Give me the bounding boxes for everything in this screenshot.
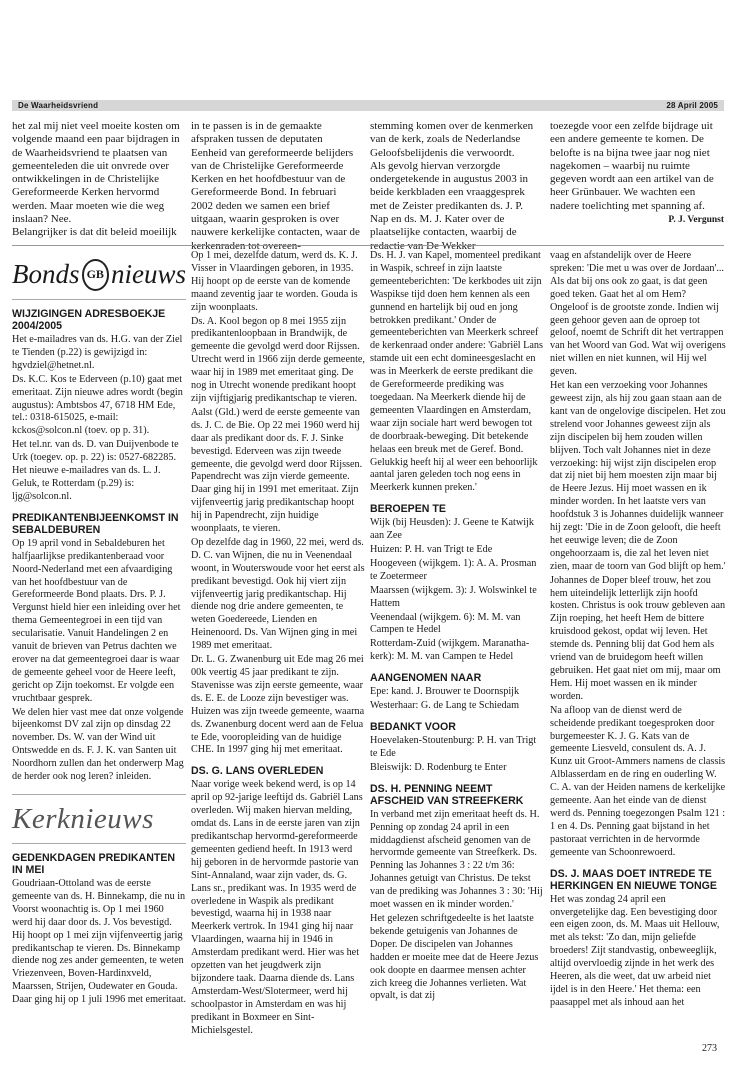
column-1 [12, 250, 186, 1052]
author-signature: P. J. Vergunst [668, 215, 724, 226]
paragraph: Wijk (bij Heusden): J. Geene te Katwijk aan Zee [370, 517, 534, 542]
paragraph: Hoogeveen (wijkgem. 1): A. A. Prosman te Zoetermeer [370, 557, 537, 582]
heading: GEDENKDAGEN PREDIKANTEN IN MEI [12, 852, 176, 876]
heading: DS. G. LANS OVERLEDEN [191, 765, 324, 778]
masthead-word-1: Bonds [12, 259, 80, 290]
top-paragraph: in te passen is in de gemaakte afspraken tussen de deputaten Eenheid van gereformeerde belijders van de Christelijke Gereformeerde Kerken en het hoofdbestuur van de Gereformeerde Bond. In februari 2002 deden we samen een brief uitgaan, waarin gesproken is over nauwere kerkelijke contacten, waar de [191, 120, 360, 239]
column-4 [550, 250, 726, 1052]
top-paragraph: stemming komen over de kenmerken van de kerk, zoals de Nederlandse Geloofsbelijdenis die verwoordt. [370, 120, 534, 159]
masthead-word-2: nieuws [110, 259, 186, 290]
heading: DS. H. PENNING NEEMT AFSCHEID VAN STREEFKERK [370, 782, 524, 807]
paragraph: Ds. A. Kool begon op 8 mei 1955 zijn predikantenloopbaan in Brandwijk, de gemeente die gevolgd werd door Rijssen. Utrecht werd in 1966 zijn derde gemeente, waar hij in 1989 met emeritaat ging. De nog in Utrecht wonende predikant hoopt zijn vijftigjarig predikantschap te vieren. [191, 315, 365, 404]
paragraph: Het kan een verzoeking voor Johannes geweest zijn, als hij zou gaan staan aan de kant van de ongelovige discipelen. Het zou strelend voor Johannes geweest zijn als zijn discipelen bij hem zouden willen blijven. Toch valt Johannes niet in deze verzoeking: hij wijst zijn discipelen erop dat zij niet bij hem moesten zijn maar bij de Heere Jezus. Hij moet wassen en ik minder worden. In het laatste vers van hoofdstuk 3 is Johannes duidelijk wanneer hij zegt: 'Die in de Zoon gelooft, die heeft het eeuwige leven; die de Zoon ongehoorzaam is, die zal het leven niet zien, maar de toorn van God blijft op hem.' [550, 380, 726, 572]
heading: WIJZIGINGEN ADRESBOEKJE 2004/2005 [12, 308, 166, 332]
issue-date: 28 April 2005 [666, 101, 718, 110]
top-column-2 [191, 120, 361, 242]
paragraph: Op 19 april vond in Sebaldeburen het halfjaarlijkse predikantenberaad voor Noord-Nederland met een afvaardiging van het hoofdbestuur van de Gereformeerde Bond plaats. Drs. P. J. Vergunst hield hier een inleiding over het thema Gemeentegroei in een tijd van secularisatie. Vanuit Handelingen 2 en vanuit de brieven van Petrus dachten we erover na dat gemeentegroei daar is waar de gemeente geheel voor de Heere leeft, gericht op Zijn toekomst. Er volgde een vruchtbaar gesprek. [12, 537, 181, 704]
paragraph: Goudriaan-Ottoland was de eerste gemeente van ds. H. Binnekamp, die nu in Voorst woonachtig is. Op 1 mei 1960 werd hij daar door ds. J. Vos bevestigd. Hij hoopt op 1 mei zijn vijfenveertig jarig predikantschap te vieren. Ds. Binnekamp diende nog zes ander gemeenten, te weten Vriezenveen, Boven-Hardinxveld, Maarssen, Strijen, Oudewater en Gouda. Daar ging hij op 1 juli 1996 met emeritaat. [12, 878, 186, 1006]
section-divider [12, 245, 724, 246]
heading: BEDANKT VOOR [370, 721, 456, 733]
paragraph: Naar vorige week bekend werd, is op 14 april op 92-jarige leeftijd ds. Gabriël Lans overleden. Wij maken hiervan melding, omdat ds. Lans in de eerste jaren van zijn predikantschap hervormd-gereformeerde gemeenten gediend heeft. In 1913 werd hij geboren in de hervormde pastorie van Sint-Annaland, waar zijn vader, ds. G. Lans sr., predikant was. In 1935 werd de overledene in Waspik als predikant bevestigd, waarna hij in 1938 naar Meerkerk vertrok. In 1941 ging hij naar Vlaardingen, waarna hij in 1946 in Amsterdam predikant werd. Hier was het opzetten van het jeugdwerk zijn bijzondere taak. Daarna diende ds. Lans Amsterdam-West/Slotermeer, werd hij schoolpastor in Amsterdam en was hij predikant in Boxmeer en Sint-Michielsgestel. [191, 779, 363, 1036]
paragraph: Maarssen (wijkgem. 3): J. Wolswinkel te Hattem [370, 584, 537, 609]
paragraph: Johannes de Doper bleef trouw, het zou hem uiteindelijk letterlijk zijn hoofd kosten. Christus is ook trouw gebleven aan Zijn roeping, het heeft Hem de bittere kruisdood gekost, opdat wij leven. Het stemde ds. Penning blij dat God hem als vriend van de bruidegom heeft willen gebruiken. Het gaat niet om mij, maar om Hem. Hij moet wassen en ik minder worden. [550, 574, 726, 702]
top-column-4 [550, 120, 724, 242]
paragraph: We delen hier vast mee dat onze volgende bijeenkomst DV zal zijn op dinsdag 22 november. Ds. W. van der Wind uit Ontswedde en ds. F. J. K. van Santen uit Noordhorn zullen dan het onderwerp Mag de herder ook nog leren? inleiden. [12, 706, 184, 783]
paragraph: Bleiswijk: D. Rodenburg te Enter [370, 761, 507, 773]
paragraph: Aalst (Gld.) werd de eerste gemeente van ds. J. C. de Bie. Op 22 mei 1960 werd hij daar als predikant door ds. F. J. Sinke bevestigd. Ederveen was zijn tweede gemeente, die gevolgd werd door Rijssen. Papendrecht was zijn vierde gemeente. Daar ging hij in 1991 met emeritaat. Zijn vijfenveertig jarig predikantschap hoopt hij in Papendrecht, zijn huidige woonplaats, te vieren. [191, 406, 363, 535]
paragraph: vaag en afstandelijk over de Heere spreken: 'Die met u was over de Jordaan'... Als dat bij ons ook zo gaat, is dat geen goed teken. Gaat het al om Hem? Ongeloof is de grootste zonde. Indien wij geen gehoor geven aan de oproep tot geloof, noemt de Schrift dit het vertrappen van het Woord van God. Wat wij overigens niet willen en niet kunnen, wil Hij wel geven. [550, 250, 726, 378]
paragraph: Na afloop van de dienst werd de scheidende predikant toegesproken door burgemeester K. J. G. Kats van de gemeente Liesveld, consulent ds. A. J. Kunz uit Groot-Ammers namens de classis Alblasserdam en de ring en ouderling W. C. A. van der Heiden namens de kerkelijke gemeente. Aan het einde van de dienst werd ds. Penning toegezongen Psalm 121 : 1 en 4. Ds. Penning gaat bijstand in het pastoraat verrichten in de hervormde gemeente van Schoonrewoerd. [550, 704, 726, 858]
logo-letters: GB [86, 267, 104, 282]
bondsnieuws-masthead [12, 250, 186, 300]
paragraph: Op dezelfde dag in 1960, 22 mei, werd ds. D. C. van Wijnen, die nu in Veenendaal woont, in Wouterswoude voor het eerst als predikant bevestigd. Ook hij viert zijn vijfenveertig jarig predikantschap. Hij diende nog drie andere gemeenten, te weten Goedereede, Lienden en Heinenoord. Ds. Van Wijnen ging in mei 1989 met emeritaat. [191, 536, 365, 652]
top-paragraph: toezegde voor een zelfde bijdrage uit een andere gemeente te komen. De belofte is na bijna twee jaar nog niet nagekomen – waarbij nu ruimte gegeven wordt aan een artikel van de heer Grünbauer. We wachten een nadere toelichting met spanning af. [550, 120, 714, 212]
page-number: 273 [702, 1043, 717, 1054]
top-paragraph: Als gevolg hiervan verzorgde ondergetekende in augustus 2003 in beide kerkbladen een vraaggesprek met de Zeister predikanten ds. J. P. Nap en ds. M. J. Kater over de plaatselijke contacten, waarbij de [370, 159, 529, 239]
top-paragraph: het zal mij niet veel moeite kosten om volgende maand een paar bijdragen in de Waarheidsvriend te plaatsen van gemeenteleden die uit onvrede over ontwikkelingen in de Christelijke Gereformeerde Kerken hervormd werden. Maar moeten wie die weg inslaan? Nee. [12, 120, 180, 226]
heading: PREDIKANTENBIJEENKOMST IN SEBALDEBUREN [12, 511, 179, 536]
publication-title: De Waarheidsvriend [18, 101, 99, 110]
paragraph: Huizen: P. H. van Trigt te Ede [370, 544, 493, 556]
paragraph: Rotterdam-Zuid (wijkgem. Maranatha-kerk): M. M. van Campen te Hedel [370, 638, 530, 663]
heading: DS. J. MAAS DOET INTREDE TE HERKINGEN EN NIEUWE TONGE [550, 867, 717, 892]
paragraph: Dr. L. G. Zwanenburg uit Ede mag 26 mei 00k veertig 45 jaar predikant te zijn. Stavenisse was zijn eerste gemeente, waar ds. E. E. de Looze zijn bevestiger was. Huizen was zijn tweede gemeente, waarna ds. Zwanenburg docent werd aan de Felua te Ede, vooropleiding van de huidige CHE. In 1997 ging hij met emeritaat. [191, 654, 365, 756]
paragraph: Hoevelaken-Stoutenburg: P. H. van Trigt te Ede [370, 735, 537, 759]
heading: AANGENOMEN NAAR [370, 672, 482, 685]
paragraph: Ds. K.C. Kos te Ederveen (p.10) gaat met emeritaat. Zijn nieuwe adres wordt (begin augustus): Ambtsbos 47, 6718 HM Ede, tel.: 0318-615025, e-mail: kckos@solcon.nl (toev. op p. 31). [12, 373, 183, 437]
paragraph: Ds. H. J. van Kapel, momenteel predikant in Waspik, schreef in zijn laatste gemeenteberichten: 'De kerkbodes uit zijn Waspikse tijd doen hem kennen als een gunnend en hartelijk bij oud en jong betrokken predikant.' Onder de gemeenteberichten van Meerkerk schreef de kerkenraad onder andere: 'Gabriël Lans stamde uit een echt domineesgeslacht en was in Meerkerk de eerste predikant die de Gereformeerde prediking was toegedaan. Na Meerkerk diende hij de gemeenten Vlaardingen en Amsterdam, waar zijn sociale hart werd bewogen tot de doorbraak-beweging. Dit betekende helaas een breuk met de Geref. Bond. Gelukkig heeft hij al weer een behoorlijk aantal jaren geleden toch nog eens in Meerkerk kunnen preken.' [370, 250, 543, 494]
column-3 [370, 250, 544, 1052]
heading: BEROEPEN TE [370, 503, 446, 516]
top-paragraph: Belangrijker is dat dit beleid moeilijk [12, 226, 177, 239]
paragraph: Het e-mailadres van ds. H.G. van der Ziel te Tienden (p.22) is gewijzigd in: hgvdziel@hetnet.nl. [12, 334, 183, 371]
paragraph: Westerhaar: G. de Lang te Schiedam [370, 700, 520, 712]
page-header [12, 100, 724, 111]
paragraph: In verband met zijn emeritaat heeft ds. H. Penning op zondag 24 april in een middagdienst afscheid genomen van de hervormde gemeente van Streefkerk. Ds. Penning las Johannes 3 : 22 t/m 36: Johannes getuigt van Christus. De tekst van de prediking was Johannes 3 : 30: 'Hij moet wassen en ik minder worden.' [370, 808, 543, 911]
paragraph: Het tel.nr. van ds. D. van Duijvenbode te Urk (toegev. op. p. 22) is: 0527-682285. Het nieuwe e-mailadres van ds. L. J. Geluk, te Rotterdam (p.29) is: ljg@solcon.nl. [12, 439, 179, 502]
top-column-1 [12, 120, 182, 242]
top-column-3 [370, 120, 540, 242]
bond-logo-icon [82, 259, 109, 291]
kerknieuws-masthead [12, 794, 186, 844]
column-2 [191, 250, 365, 1052]
paragraph: Veenendaal (wijkgem. 6): M. M. van Campen te Hedel [370, 611, 521, 636]
paragraph: Het was zondag 24 april een onvergetelijke dag. Een bevestiging door een eigen zoon, ds. M. Maas uit Hellouw, met als tekst: 'Zo dan, mijn geliefde broeders! Zijt standvastig, onbeweeglijk, altijd overvloedig zijnde in het werk des Heeren, als die weet, dat uw arbeid niet ijdel is in den Heere.' Het thema: een paasappel met als inhoud aan het [550, 893, 720, 1008]
paragraph: Op 1 mei, dezelfde datum, werd ds. K. J. Visser in Vlaardingen geboren, in 1935. Hij hoopt op de eerste van de komende maand zeventig jaar te worden. Gouda is zijn woonplaats. [191, 250, 358, 313]
kerknieuws-title: Kerknieuws [12, 802, 154, 835]
paragraph: Het gelezen schriftgedeelte is het laatste bekende getuigenis van Johannes de Doper. De discipelen van Johannes hadden er moeite mee dat de Heere Jezus ook doopte en daarmee mensen achter zich kreeg die Johannes verlieten. Wat opvalt, is dat zij [370, 912, 539, 1002]
paragraph: Epe: kand. J. Brouwer te Doornspijk [370, 686, 520, 698]
